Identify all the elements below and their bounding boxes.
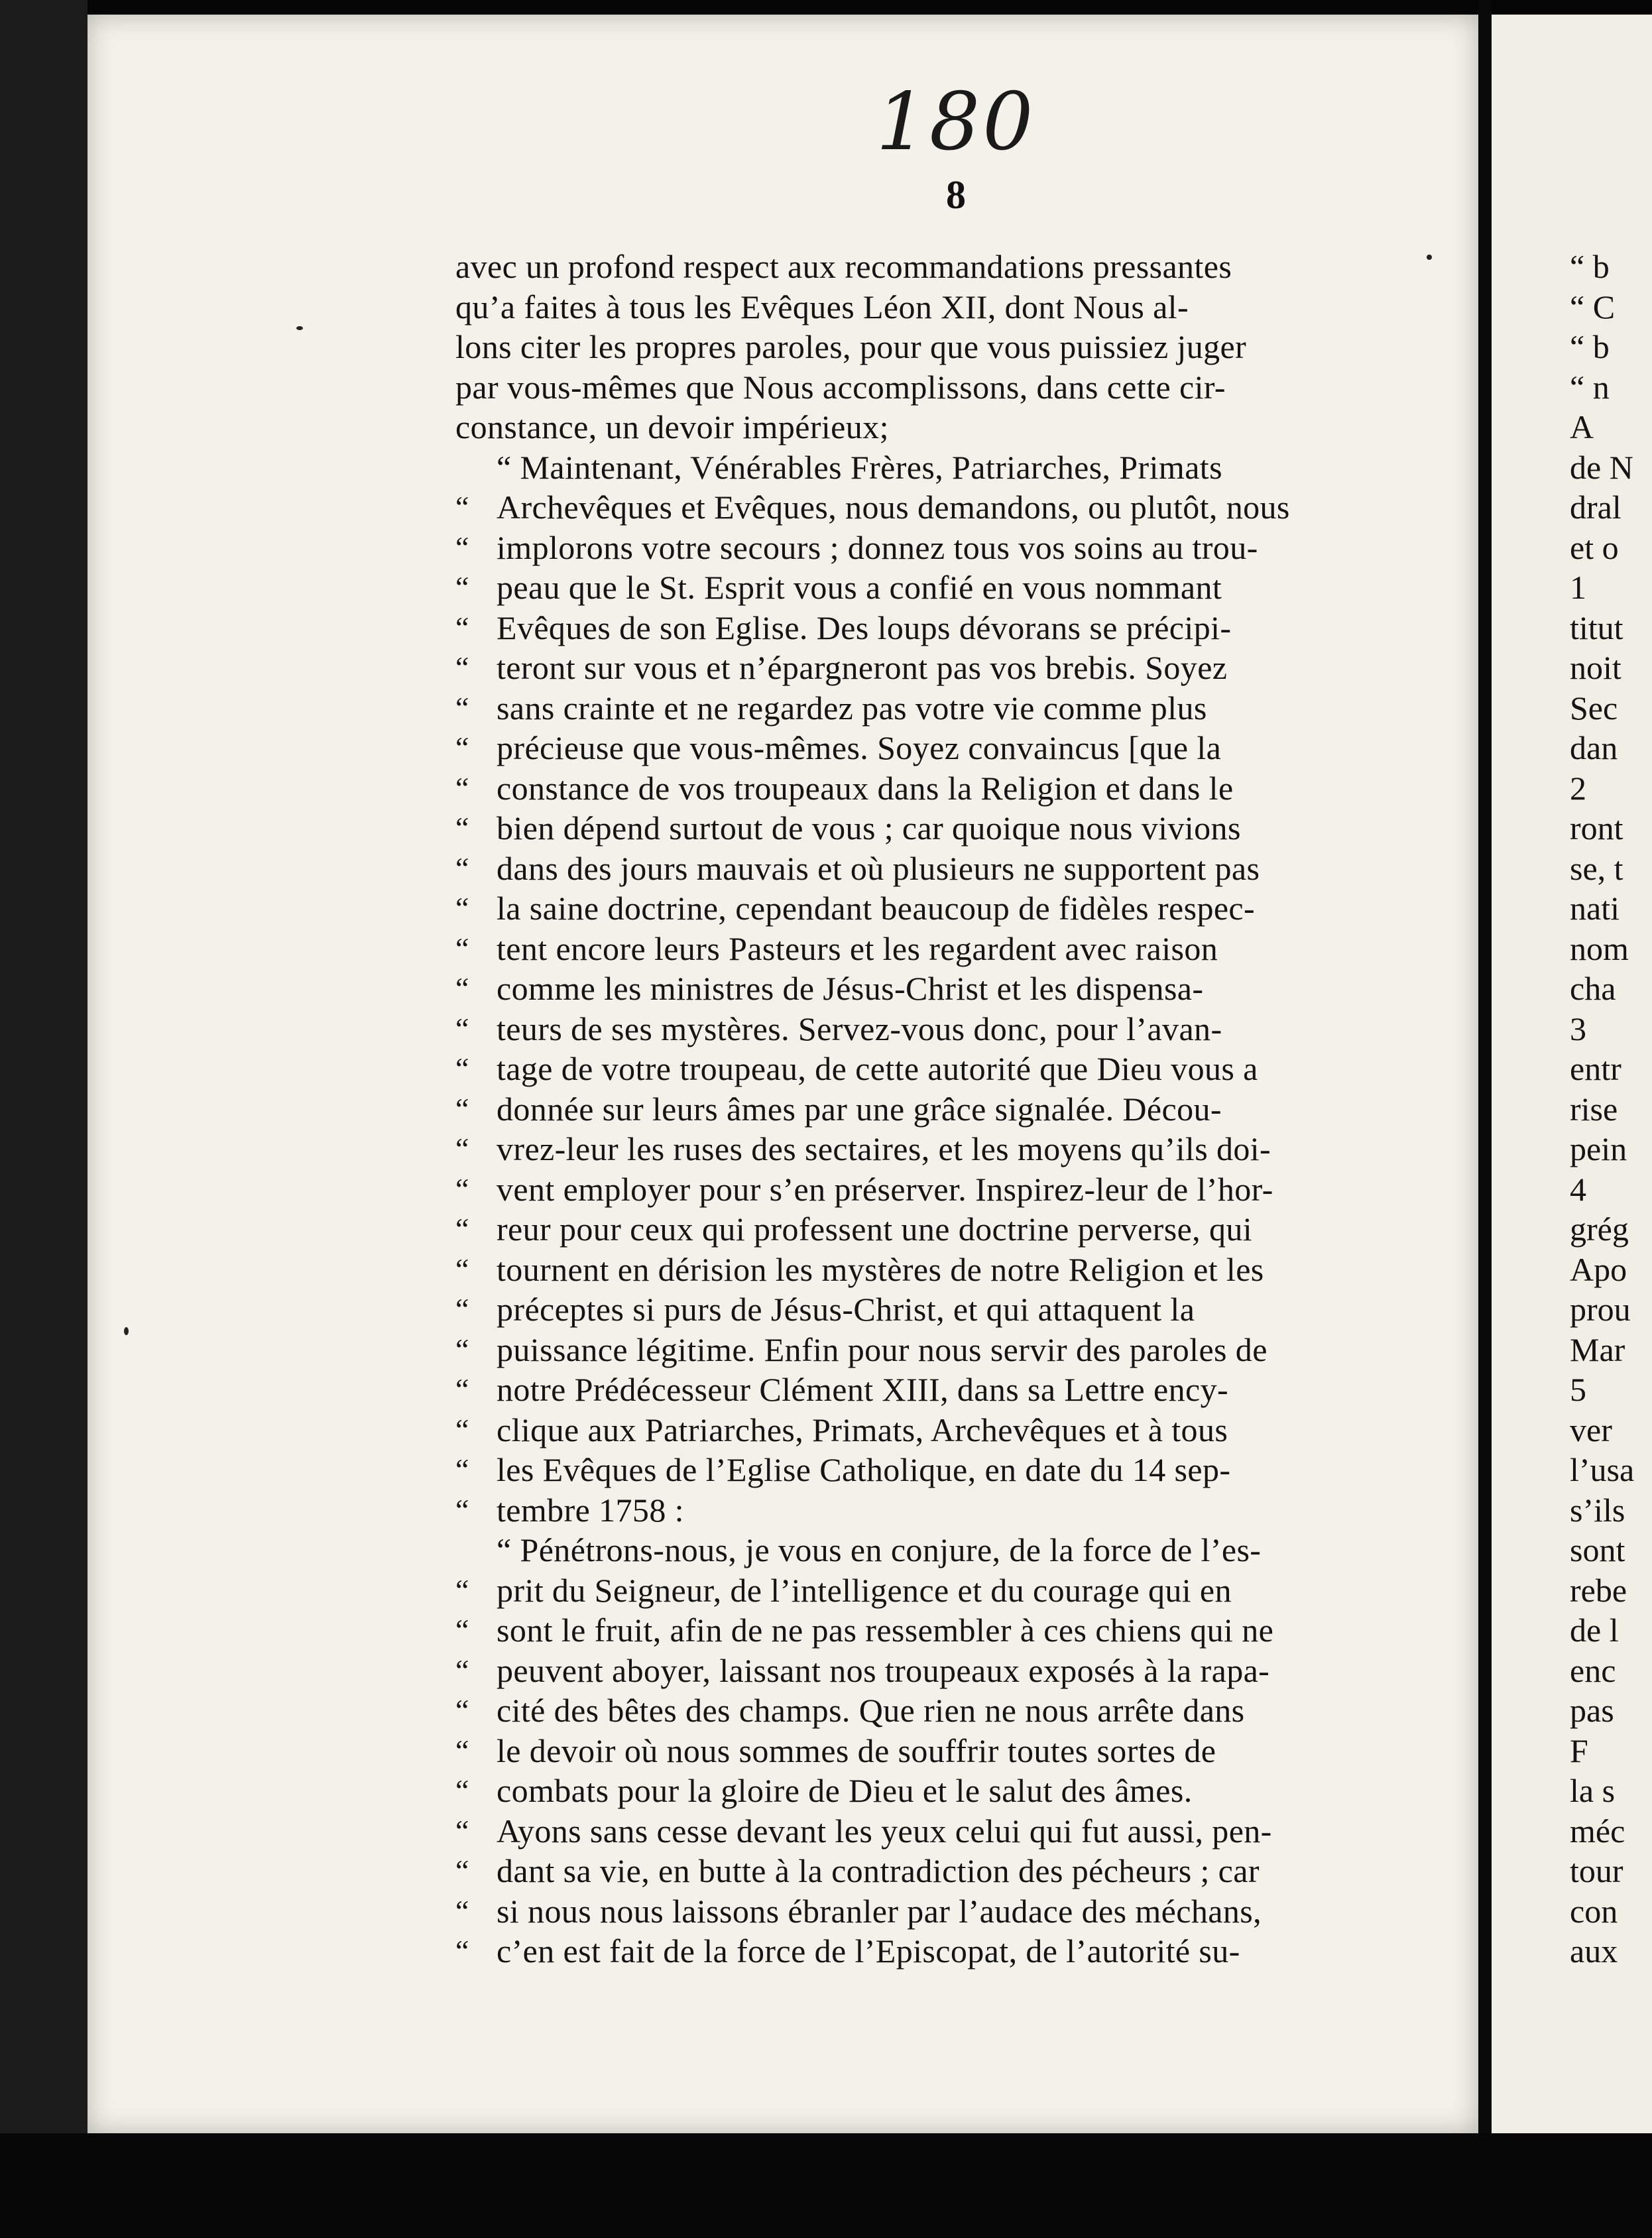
right-text-line: con [1570,1892,1618,1930]
line-text: Evêques de son Eglise. Des loups dévorans se précipi- [497,609,1232,646]
right-column-text [1570,248,1652,2005]
line-text: comme les ministres de Jésus-Christ et les dispensa- [497,970,1204,1007]
line-text: tournent en dérision les mystères de notre Religion et les [497,1250,1264,1288]
text-line [455,1411,1437,1448]
handwritten-folio-number: 180 [876,76,1036,168]
right-text-line: se, t [1570,849,1623,887]
right-text-line: de N [1570,448,1633,486]
right-text-line: Apo [1570,1250,1627,1288]
text-line [455,569,1437,606]
line-text: sont le fruit, afin de ne pas ressembler à ces chiens qui ne [497,1612,1274,1649]
quote-mark: “ [455,1252,469,1286]
text-line [455,288,1437,325]
right-text-line: tour [1570,1852,1623,1889]
quote-mark: “ [455,530,469,564]
text-line [455,649,1437,686]
quote-mark: “ [455,1893,469,1928]
quote-mark: “ [455,1773,469,1807]
text-line [455,1893,1437,1930]
line-text: teront sur vous et n’épargneront pas vos brebis. Soyez [497,649,1228,686]
quote-mark: “ [455,1412,469,1446]
text-line [455,529,1437,566]
text-line [455,328,1437,365]
right-text-line: “ C [1570,288,1616,325]
line-text: implorons votre secours ; donnez tous vos soins au trou- [497,528,1258,566]
text-line [455,1130,1437,1167]
quote-mark: “ [455,1171,469,1206]
right-text-line: entr [1570,1050,1622,1087]
line-text: prit du Seigneur, de l’intelligence et du courage qui en [497,1571,1232,1609]
right-text-line: et o [1570,528,1619,566]
text-line [455,408,1437,445]
text-line [455,1932,1437,1970]
line-text: le devoir où nous sommes de souffrir toutes sortes de [497,1732,1216,1769]
right-text-line: “ b [1570,328,1610,365]
right-text-line: l’usa [1570,1451,1635,1488]
quote-mark: “ [455,1653,469,1687]
right-text-line: de l [1570,1612,1619,1649]
line-text: par vous-mêmes que Nous accomplissons, dans cette cir- [455,368,1226,406]
line-text: si nous nous laissons ébranler par l’audace des méchans, [497,1892,1262,1930]
scan-border-left [0,0,88,2238]
text-line [455,1531,1437,1568]
text-line [455,1251,1437,1288]
scan-speck [124,1327,129,1335]
line-text: les Evêques de l’Eglise Catholique, en date du 14 sep- [497,1451,1231,1488]
text-line [455,1171,1437,1208]
line-text: puissance légitime. Enfin pour nous servir des paroles de [497,1330,1268,1368]
line-text: tembre 1758 : [497,1491,684,1529]
text-line [455,850,1437,887]
line-text: vrez-leur les ruses des sectaires, et les moyens qu’ils doi- [497,1130,1271,1167]
right-text-line: nati [1570,890,1620,927]
right-text-line: noit [1570,649,1622,686]
line-text: lons citer les propres paroles, pour que vous puissiez juger [455,328,1247,365]
quote-mark: “ [455,490,469,524]
line-text: avec un profond respect aux recommandations pressantes [455,248,1232,285]
text-line [455,809,1437,847]
quote-mark: “ [455,770,469,805]
scan-speck [296,326,303,330]
line-text: Ayons sans cesse devant les yeux celui qui fut aussi, pen- [497,1812,1272,1850]
quote-mark: “ [455,1813,469,1848]
text-line [455,1010,1437,1047]
right-text-line: 2 [1570,769,1586,807]
line-text: notre Prédécesseur Clément XIII, dans sa Lettre ency- [497,1371,1229,1408]
line-text: c’en est fait de la force de l’Episcopat, de l’autorité su- [497,1932,1240,1970]
text-line [455,1772,1437,1809]
text-line [455,1812,1437,1850]
text-line [455,1572,1437,1609]
text-line [455,489,1437,526]
quote-mark: “ [455,1132,469,1165]
line-text: préceptes si purs de Jésus-Christ, et qui attaquent la [497,1291,1195,1328]
right-text-line: 4 [1570,1170,1586,1208]
right-text-line: la s [1570,1772,1616,1809]
page-gutter [1478,0,1492,2238]
text-line [455,890,1437,927]
right-text-line: 1 [1570,569,1586,606]
quote-mark: “ [455,1733,469,1767]
quote-mark: “ [455,1212,469,1246]
text-line [455,1492,1437,1529]
text-line [455,1852,1437,1889]
line-text: constance de vos troupeaux dans la Religion et dans le [497,769,1234,807]
quote-mark: “ [455,610,469,644]
line-text: clique aux Patriarches, Primats, Archevêques et à tous [497,1411,1228,1448]
quote-mark: “ [455,931,469,965]
right-text-line: aux [1570,1932,1618,1970]
right-page-fragment [1492,15,1652,2133]
text-line [455,1050,1437,1087]
text-line [455,1652,1437,1689]
right-text-line: enc [1570,1651,1616,1689]
text-line [455,1732,1437,1769]
quote-mark: “ [455,690,469,725]
quote-mark: “ [455,1051,469,1085]
quote-mark: “ [455,851,469,885]
right-text-line: sont [1570,1531,1625,1568]
quote-mark: “ [455,1452,469,1486]
quote-mark: “ [455,1572,469,1607]
line-text: peuvent aboyer, laissant nos troupeaux exposés à la rapa- [497,1651,1270,1689]
right-text-line: A [1570,408,1594,445]
right-text-line: ront [1570,809,1623,847]
line-text: dans des jours mauvais et où plusieurs ne supportent pas [497,849,1260,887]
right-text-line: dral [1570,489,1622,526]
text-line [455,449,1437,486]
quote-mark: “ [455,1091,469,1126]
quote-mark: “ [455,1011,469,1045]
line-text: donnée sur leurs âmes par une grâce signalée. Décou- [497,1090,1222,1128]
quote-mark: “ [455,1854,469,1887]
line-text: précieuse que vous-mêmes. Soyez convaincus [que la [497,729,1222,766]
right-text-line: rebe [1570,1571,1627,1609]
right-text-line: “ b [1570,248,1610,285]
text-line [455,1451,1437,1488]
right-text-line: pein [1570,1130,1627,1167]
quote-mark: “ [455,891,469,925]
line-text: la saine doctrine, cependant beaucoup de fidèles respec- [497,890,1256,927]
line-text: constance, un devoir impérieux; [455,408,889,445]
right-text-line: 3 [1570,1010,1586,1047]
text-line [455,689,1437,727]
right-text-line: prou [1570,1291,1631,1328]
quote-mark: “ [455,1693,469,1727]
right-text-line: Sec [1570,689,1618,727]
text-line [455,770,1437,807]
right-text-line: s’ils [1570,1491,1625,1529]
right-text-line: F [1570,1732,1588,1769]
right-text-line: nom [1570,929,1629,967]
quote-mark: “ [455,1372,469,1406]
quote-mark: “ [455,1492,469,1527]
line-text: qu’a faites à tous les Evêques Léon XII, dont Nous al- [455,288,1189,325]
quote-mark: “ [455,650,469,684]
line-text: tent encore leurs Pasteurs et les regardent avec raison [497,929,1218,967]
text-line [455,1331,1437,1368]
quote-mark: “ [455,1332,469,1366]
text-line [455,1692,1437,1729]
right-text-line: Mar [1570,1330,1625,1368]
quote-mark: “ [455,570,469,604]
right-text-line: rise [1570,1090,1618,1128]
right-text-line: 5 [1570,1371,1586,1408]
scan-speck [1427,255,1432,260]
text-line [455,1210,1437,1248]
quote-mark: “ [455,1613,469,1647]
quote-mark: “ [455,731,469,764]
text-line [455,1090,1437,1128]
right-text-line: cha [1570,970,1616,1007]
right-text-line: grég [1570,1210,1629,1248]
line-text: teurs de ses mystères. Servez-vous donc, pour l’avan- [497,1010,1222,1047]
text-line [455,248,1437,285]
quote-mark: “ [455,971,469,1005]
quote-mark: “ [455,1292,469,1326]
line-text: vent employer pour s’en préserver. Inspirez-leur de l’hor- [497,1170,1273,1208]
text-line [455,970,1437,1007]
left-column-text [88,248,1478,2005]
quote-mark: “ [455,1934,469,1968]
text-line [455,1371,1437,1408]
scan-border-bottom [0,2133,1652,2238]
right-text-line: titut [1570,609,1623,646]
text-line [455,1291,1437,1328]
line-text: “ Pénétrons-nous, je vous en conjure, de la force de l’es- [497,1531,1262,1568]
line-text: sans crainte et ne regardez pas votre vie comme plus [497,689,1207,727]
line-text: combats pour la gloire de Dieu et le salut des âmes. [497,1772,1193,1809]
line-text: “ Maintenant, Vénérables Frères, Patriarches, Primats [497,448,1222,486]
right-text-line: méc [1570,1812,1625,1850]
text-line [455,729,1437,766]
quote-mark: “ [455,811,469,845]
right-text-line: ver [1570,1411,1612,1448]
line-text: cité des bêtes des champs. Que rien ne nous arrête dans [497,1692,1245,1729]
line-text: reur pour ceux qui professent une doctrine perverse, qui [497,1210,1253,1248]
text-line [455,609,1437,646]
line-text: tage de votre troupeau, de cette autorité que Dieu vous a [497,1050,1258,1087]
right-text-line: dan [1570,729,1618,766]
right-text-line: “ n [1570,368,1610,406]
line-text: dant sa vie, en butte à la contradiction des pécheurs ; car [497,1852,1260,1889]
line-text: Archevêques et Evêques, nous demandons, ou plutôt, nous [497,489,1290,526]
left-page [88,15,1478,2133]
text-line [455,1612,1437,1649]
page-number: 8 [946,173,966,217]
right-text-line: pas [1570,1692,1614,1729]
line-text: bien dépend surtout de vous ; car quoique nous vivions [497,809,1241,847]
text-line [455,930,1437,967]
line-text: peau que le St. Esprit vous a confié en vous nommant [497,569,1222,606]
text-line [455,369,1437,406]
